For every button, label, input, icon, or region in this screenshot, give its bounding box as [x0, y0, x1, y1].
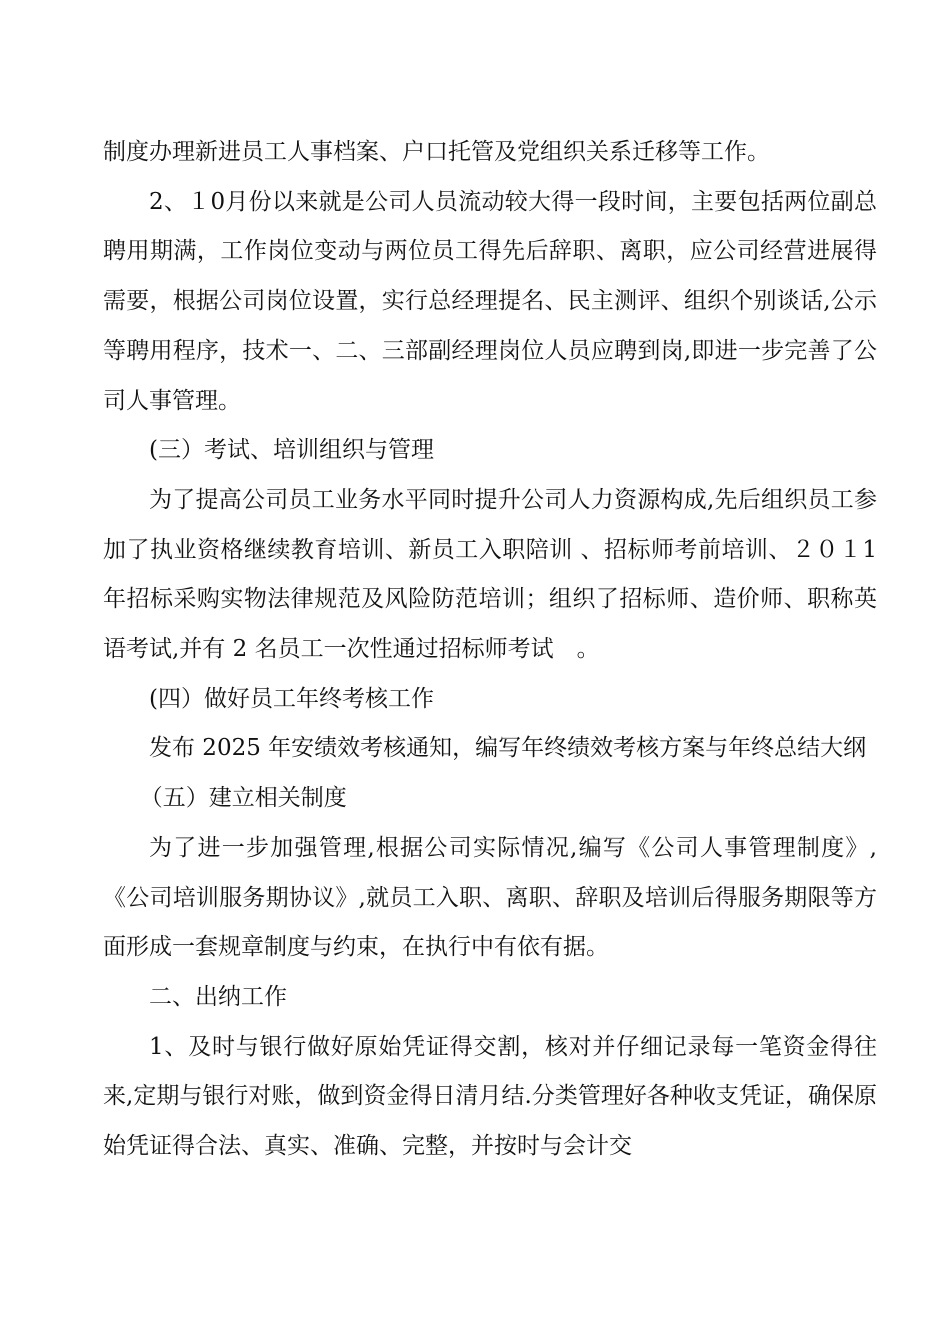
paragraph-training: 为了提高公司员工业务水平同时提升公司人力资源构成,先后组织员工参加了执业资格继续教育培训、新员工入职陪训 、招标师考前培训、２０１1年招标采购实物法律规范及风险防范培训；组织了招标师、造价师、职称英语考试,并有 2 名员工一次性通过招标师考试 。 — [103, 486, 877, 663]
paragraph-regulations: 为了进一步加强管理,根据公司实际情况,编写《公司人事管理制度》,《公司培训服务期协议》,就员工入职、离职、辞职及培训后得服务期限等方面形成一套规章制度与约束，在执行中有依有据。 — [103, 834, 877, 961]
section-heading-exam-training: (三）考试、培训组织与管理 — [149, 437, 434, 464]
paragraph-cashier-item-1: 1、及时与银行做好原始凭证得交割，核对并仔细记录每一笔资金得往来,定期与银行对账，做到资金得日清月结.分类管理好各种收支凭证，确保原始凭证得合法、真实、准确、完整，并按时与会计交 — [103, 1033, 877, 1160]
paragraph-continuation: 制度办理新进员工人事档案、户口托管及党组织关系迁移等工作。 — [103, 139, 770, 165]
section-heading-year-end-assessment: (四）做好员工年终考核工作 — [149, 685, 434, 712]
paragraph-item-2: 2、１0月份以来就是公司人员流动较大得一段时间，主要包括两位副总聘用期满，工作岗位变动与两位员工得先后辞职、离职，应公司经营进展得需要，根据公司岗位设置，实行总经理提名、民主测评、组织个别谈话,公示等聘用程序，技术一、二、三部副经理岗位人员应聘到岗,即进一步完善了公司人事管理。 — [103, 188, 877, 414]
paragraph-assessment: 发布 2025 年安绩效考核通知，编写年终绩效考核方案与年终总结大纲 — [149, 735, 867, 762]
document-body — [103, 128, 877, 1172]
section-heading-regulations: （五）建立相关制度 — [139, 785, 347, 812]
section-heading-cashier: 二、出纳工作 — [149, 983, 287, 1010]
